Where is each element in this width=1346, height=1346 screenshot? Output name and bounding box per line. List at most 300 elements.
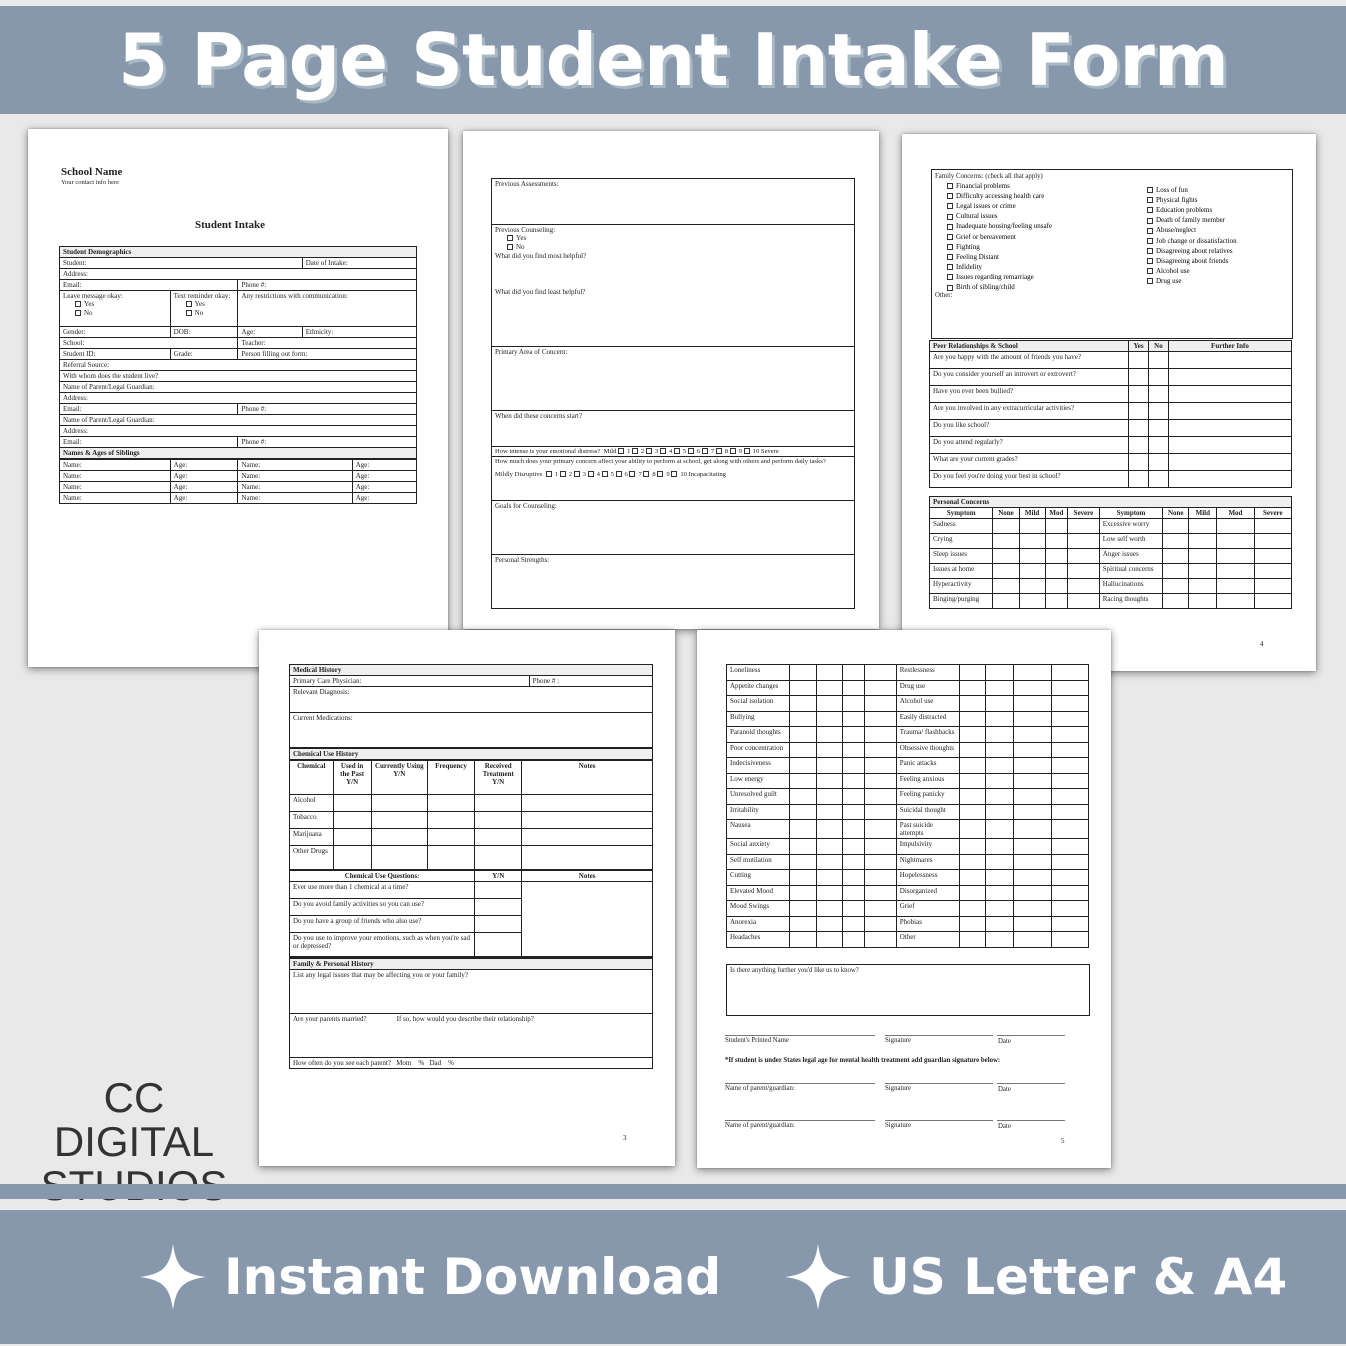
checkbox[interactable] bbox=[1147, 187, 1153, 193]
field-impact-scale[interactable]: How much does your primary concern affect your ability to perform at school, get along with others and perform daily tasks? Mildly Disruptive 1 2 3 4 5 6 7 8 9 10 Incapacitating bbox=[492, 457, 855, 501]
answer-cell[interactable] bbox=[522, 828, 653, 845]
rating-cell[interactable] bbox=[1014, 696, 1051, 712]
rating-cell[interactable] bbox=[1189, 534, 1217, 549]
sibling-age[interactable]: Age: bbox=[170, 460, 238, 471]
rating-cell[interactable] bbox=[986, 916, 1014, 932]
field-student[interactable]: Student: bbox=[60, 258, 303, 269]
checkbox[interactable] bbox=[947, 254, 953, 260]
rating-cell[interactable] bbox=[1189, 549, 1217, 564]
rating-cell[interactable] bbox=[1014, 680, 1051, 696]
rating-cell[interactable] bbox=[790, 680, 816, 696]
checkbox-item[interactable]: Physical fights bbox=[1135, 195, 1285, 205]
rating-cell[interactable] bbox=[986, 804, 1014, 820]
field-intensity-scale[interactable]: How intense is your emotional distress? Mild 1 2 3 4 5 6 7 8 9 10 Severe bbox=[492, 447, 855, 457]
rating-cell[interactable] bbox=[993, 564, 1019, 579]
rating-cell[interactable] bbox=[1045, 534, 1067, 549]
rating-cell[interactable] bbox=[1051, 680, 1088, 696]
rating-cell[interactable] bbox=[865, 916, 897, 932]
rating-cell[interactable] bbox=[986, 932, 1014, 948]
field-guardian-1-email[interactable]: Email: bbox=[60, 404, 238, 415]
field-email[interactable]: Email: bbox=[60, 280, 238, 291]
rating-cell[interactable] bbox=[865, 758, 897, 774]
rating-cell[interactable] bbox=[816, 901, 842, 917]
answer-cell[interactable] bbox=[427, 794, 474, 811]
answer-cell[interactable] bbox=[1149, 352, 1169, 369]
rating-cell[interactable] bbox=[842, 789, 864, 805]
answer-cell[interactable] bbox=[1129, 352, 1149, 369]
field-dob[interactable]: DOB: bbox=[170, 327, 238, 338]
rating-cell[interactable] bbox=[1019, 579, 1045, 594]
rating-cell[interactable] bbox=[986, 854, 1014, 870]
rating-cell[interactable] bbox=[865, 839, 897, 855]
rating-cell[interactable] bbox=[1014, 820, 1051, 839]
field-when-started[interactable]: When did these concerns start? bbox=[492, 411, 855, 447]
rating-cell[interactable] bbox=[842, 696, 864, 712]
rating-cell[interactable] bbox=[986, 789, 1014, 805]
rating-cell[interactable] bbox=[960, 916, 986, 932]
checkbox-item[interactable]: Grief or bereavement bbox=[935, 232, 1135, 242]
rating-cell[interactable] bbox=[1051, 916, 1088, 932]
rating-cell[interactable] bbox=[1217, 579, 1254, 594]
checkbox-item[interactable]: Cultural issues bbox=[935, 211, 1135, 221]
checkbox-item[interactable]: Inadequate housing/feeling unsafe bbox=[935, 221, 1135, 231]
rating-cell[interactable] bbox=[1051, 932, 1088, 948]
rating-cell[interactable] bbox=[816, 885, 842, 901]
rating-cell[interactable] bbox=[790, 932, 816, 948]
rating-cell[interactable] bbox=[960, 870, 986, 886]
rating-cell[interactable] bbox=[1217, 549, 1254, 564]
rating-cell[interactable] bbox=[842, 870, 864, 886]
field-gender[interactable]: Gender: bbox=[60, 327, 171, 338]
checkbox[interactable] bbox=[947, 214, 953, 220]
rating-cell[interactable] bbox=[865, 885, 897, 901]
checkbox[interactable] bbox=[1147, 218, 1153, 224]
rating-cell[interactable] bbox=[865, 932, 897, 948]
checkbox-item[interactable]: Disagreeing about friends bbox=[1135, 256, 1285, 266]
sibling-name[interactable]: Name: bbox=[238, 493, 352, 504]
rating-cell[interactable] bbox=[986, 820, 1014, 839]
answer-cell[interactable] bbox=[475, 794, 522, 811]
rating-cell[interactable] bbox=[1051, 711, 1088, 727]
rating-cell[interactable] bbox=[1068, 579, 1100, 594]
rating-cell[interactable] bbox=[790, 870, 816, 886]
rating-cell[interactable] bbox=[986, 758, 1014, 774]
rating-cell[interactable] bbox=[1051, 696, 1088, 712]
rating-cell[interactable] bbox=[790, 804, 816, 820]
rating-cell[interactable] bbox=[865, 901, 897, 917]
rating-cell[interactable] bbox=[1163, 594, 1189, 609]
checkbox-item[interactable]: Feeling Distant bbox=[935, 252, 1135, 262]
checkbox[interactable] bbox=[1147, 207, 1153, 213]
rating-cell[interactable] bbox=[1068, 534, 1100, 549]
sibling-name[interactable]: Name: bbox=[238, 482, 352, 493]
rating-cell[interactable] bbox=[1014, 665, 1051, 681]
checkbox[interactable] bbox=[1147, 258, 1153, 264]
rating-cell[interactable] bbox=[1019, 564, 1045, 579]
field-guardian-1-address[interactable]: Address: bbox=[60, 393, 417, 404]
rating-cell[interactable] bbox=[816, 932, 842, 948]
rating-cell[interactable] bbox=[816, 758, 842, 774]
rating-cell[interactable] bbox=[1019, 519, 1045, 534]
rating-cell[interactable] bbox=[1045, 549, 1067, 564]
answer-cell[interactable] bbox=[1149, 369, 1169, 386]
rating-cell[interactable] bbox=[816, 854, 842, 870]
field-previous-assessments[interactable]: Previous Assessments: bbox=[492, 179, 855, 225]
rating-cell[interactable] bbox=[1189, 519, 1217, 534]
rating-cell[interactable] bbox=[1217, 534, 1254, 549]
rating-cell[interactable] bbox=[1189, 579, 1217, 594]
checkbox[interactable] bbox=[1147, 197, 1153, 203]
rating-cell[interactable] bbox=[790, 665, 816, 681]
field-strengths[interactable]: Personal Strengths: bbox=[492, 555, 855, 609]
rating-cell[interactable] bbox=[1014, 916, 1051, 932]
rating-cell[interactable] bbox=[842, 885, 864, 901]
rating-cell[interactable] bbox=[816, 696, 842, 712]
rating-cell[interactable] bbox=[993, 594, 1019, 609]
rating-cell[interactable] bbox=[1254, 519, 1291, 534]
rating-cell[interactable] bbox=[1163, 549, 1189, 564]
rating-cell[interactable] bbox=[790, 885, 816, 901]
rating-cell[interactable] bbox=[865, 680, 897, 696]
field-physician-phone[interactable]: Phone # : bbox=[529, 676, 652, 687]
rating-cell[interactable] bbox=[1068, 594, 1100, 609]
checkbox[interactable] bbox=[947, 244, 953, 250]
rating-cell[interactable] bbox=[1051, 854, 1088, 870]
rating-cell[interactable] bbox=[1051, 665, 1088, 681]
answer-cell[interactable] bbox=[475, 845, 522, 869]
rating-cell[interactable] bbox=[1217, 564, 1254, 579]
rating-cell[interactable] bbox=[1051, 870, 1088, 886]
answer-cell[interactable] bbox=[1168, 420, 1291, 437]
rating-cell[interactable] bbox=[1068, 564, 1100, 579]
rating-cell[interactable] bbox=[842, 773, 864, 789]
rating-cell[interactable] bbox=[865, 696, 897, 712]
rating-cell[interactable] bbox=[1045, 564, 1067, 579]
rating-cell[interactable] bbox=[986, 696, 1014, 712]
yn-cell[interactable] bbox=[475, 898, 522, 915]
rating-cell[interactable] bbox=[986, 742, 1014, 758]
field-age[interactable]: Age: bbox=[238, 327, 302, 338]
rating-cell[interactable] bbox=[1014, 885, 1051, 901]
rating-cell[interactable] bbox=[865, 804, 897, 820]
answer-cell[interactable] bbox=[522, 794, 653, 811]
field-teacher[interactable]: Teacher: bbox=[238, 338, 417, 349]
rating-cell[interactable] bbox=[790, 727, 816, 743]
rating-cell[interactable] bbox=[816, 773, 842, 789]
checkbox-item[interactable]: Birth of sibling/child bbox=[935, 282, 1135, 292]
field-previous-counseling[interactable]: Previous Counseling: Yes No What did you find most helpful? What did you find least helpful? bbox=[492, 225, 855, 347]
checkbox[interactable] bbox=[1147, 268, 1153, 274]
rating-cell[interactable] bbox=[842, 932, 864, 948]
checkbox-item[interactable]: Disagreeing about relatives bbox=[1135, 246, 1285, 256]
field-phone[interactable]: Phone #: bbox=[238, 280, 417, 291]
checkbox[interactable] bbox=[947, 285, 953, 291]
rating-cell[interactable] bbox=[1051, 742, 1088, 758]
checkbox-item[interactable]: Difficulty accessing health care bbox=[935, 191, 1135, 201]
sibling-age[interactable]: Age: bbox=[352, 482, 416, 493]
answer-cell[interactable] bbox=[333, 845, 371, 869]
sibling-name[interactable]: Name: bbox=[60, 493, 171, 504]
rating-cell[interactable] bbox=[986, 885, 1014, 901]
rating-cell[interactable] bbox=[1014, 932, 1051, 948]
field-text-reminder[interactable]: Text reminder okay: Yes No bbox=[170, 291, 238, 327]
checkbox[interactable] bbox=[1147, 278, 1153, 284]
answer-cell[interactable] bbox=[1168, 369, 1291, 386]
field-physician[interactable]: Primary Care Physician: bbox=[290, 676, 530, 687]
rating-cell[interactable] bbox=[1014, 839, 1051, 855]
answer-cell[interactable] bbox=[1149, 454, 1169, 471]
rating-cell[interactable] bbox=[1051, 804, 1088, 820]
rating-cell[interactable] bbox=[842, 711, 864, 727]
rating-cell[interactable] bbox=[1051, 885, 1088, 901]
field-see-parent[interactable]: How often do you see each patent? Mom % Dad % bbox=[290, 1057, 653, 1068]
sibling-age[interactable]: Age: bbox=[352, 460, 416, 471]
rating-cell[interactable] bbox=[842, 758, 864, 774]
rating-cell[interactable] bbox=[1014, 773, 1051, 789]
rating-cell[interactable] bbox=[986, 680, 1014, 696]
rating-cell[interactable] bbox=[865, 711, 897, 727]
answer-cell[interactable] bbox=[475, 811, 522, 828]
rating-cell[interactable] bbox=[960, 758, 986, 774]
rating-cell[interactable] bbox=[1163, 534, 1189, 549]
field-leave-message[interactable]: Leave message okay: Yes No bbox=[60, 291, 171, 327]
rating-cell[interactable] bbox=[865, 773, 897, 789]
rating-cell[interactable] bbox=[1068, 549, 1100, 564]
rating-cell[interactable] bbox=[1014, 870, 1051, 886]
sibling-name[interactable]: Name: bbox=[238, 471, 352, 482]
answer-cell[interactable] bbox=[1129, 454, 1149, 471]
yn-cell[interactable] bbox=[475, 881, 522, 898]
checkbox-item[interactable]: Financial problems bbox=[935, 181, 1135, 191]
rating-cell[interactable] bbox=[1217, 594, 1254, 609]
sibling-age[interactable]: Age: bbox=[352, 493, 416, 504]
rating-cell[interactable] bbox=[1051, 820, 1088, 839]
field-legal-issues[interactable]: List any legal issues that may be affecting you or your family? bbox=[290, 969, 653, 1013]
sibling-age[interactable]: Age: bbox=[170, 471, 238, 482]
answer-cell[interactable] bbox=[371, 828, 427, 845]
answer-cell[interactable] bbox=[522, 811, 653, 828]
field-grade[interactable]: Grade: bbox=[170, 349, 238, 360]
rating-cell[interactable] bbox=[790, 773, 816, 789]
checkbox[interactable] bbox=[1147, 228, 1153, 234]
field-ethnicity[interactable]: Ethnicity: bbox=[302, 327, 416, 338]
rating-cell[interactable] bbox=[842, 742, 864, 758]
checkbox[interactable] bbox=[947, 224, 953, 230]
rating-cell[interactable] bbox=[816, 916, 842, 932]
rating-cell[interactable] bbox=[1254, 534, 1291, 549]
rating-cell[interactable] bbox=[986, 665, 1014, 681]
field-guardian-2-email[interactable]: Email: bbox=[60, 437, 238, 448]
rating-cell[interactable] bbox=[960, 932, 986, 948]
checkbox-item[interactable]: Loss of fun bbox=[1135, 185, 1285, 195]
answer-cell[interactable] bbox=[1149, 403, 1169, 420]
rating-cell[interactable] bbox=[1051, 901, 1088, 917]
field-guardian-1[interactable]: Name of Parent/Legal Guardian: bbox=[60, 382, 417, 393]
checkbox[interactable] bbox=[75, 310, 81, 316]
checkbox-item[interactable]: Education problems bbox=[1135, 205, 1285, 215]
checkbox-item[interactable]: Legal issues or crime bbox=[935, 201, 1135, 211]
rating-cell[interactable] bbox=[1163, 519, 1189, 534]
rating-cell[interactable] bbox=[960, 789, 986, 805]
rating-cell[interactable] bbox=[865, 665, 897, 681]
rating-cell[interactable] bbox=[960, 839, 986, 855]
rating-cell[interactable] bbox=[1019, 594, 1045, 609]
field-student-id[interactable]: Student ID: bbox=[60, 349, 171, 360]
rating-cell[interactable] bbox=[790, 711, 816, 727]
rating-cell[interactable] bbox=[960, 696, 986, 712]
rating-cell[interactable] bbox=[816, 742, 842, 758]
sibling-age[interactable]: Age: bbox=[170, 493, 238, 504]
rating-cell[interactable] bbox=[816, 839, 842, 855]
rating-cell[interactable] bbox=[865, 820, 897, 839]
checkbox[interactable] bbox=[1147, 248, 1153, 254]
answer-cell[interactable] bbox=[427, 828, 474, 845]
field-goals[interactable]: Goals for Counseling: bbox=[492, 501, 855, 555]
rating-cell[interactable] bbox=[865, 854, 897, 870]
rating-cell[interactable] bbox=[842, 820, 864, 839]
rating-cell[interactable] bbox=[960, 711, 986, 727]
rating-cell[interactable] bbox=[1163, 564, 1189, 579]
rating-cell[interactable] bbox=[1045, 579, 1067, 594]
rating-cell[interactable] bbox=[842, 727, 864, 743]
rating-cell[interactable] bbox=[1051, 758, 1088, 774]
rating-cell[interactable] bbox=[1217, 519, 1254, 534]
field-guardian-2[interactable]: Name of Parent/Legal Guardian: bbox=[60, 415, 417, 426]
rating-cell[interactable] bbox=[1014, 711, 1051, 727]
answer-cell[interactable] bbox=[1149, 420, 1169, 437]
answer-cell[interactable] bbox=[1168, 437, 1291, 454]
rating-cell[interactable] bbox=[1014, 789, 1051, 805]
rating-cell[interactable] bbox=[960, 665, 986, 681]
checkbox[interactable] bbox=[507, 244, 513, 250]
checkbox[interactable] bbox=[75, 301, 81, 307]
rating-cell[interactable] bbox=[960, 727, 986, 743]
field-primary-concern[interactable]: Primary Area of Concern: bbox=[492, 347, 855, 411]
field-diagnosis[interactable]: Relevant Diagnosis: bbox=[290, 687, 653, 713]
sibling-name[interactable]: Name: bbox=[60, 460, 171, 471]
checkbox-item[interactable]: Drug use bbox=[1135, 276, 1285, 286]
rating-cell[interactable] bbox=[865, 742, 897, 758]
answer-cell[interactable] bbox=[1168, 386, 1291, 403]
rating-cell[interactable] bbox=[865, 789, 897, 805]
notes-cell[interactable] bbox=[522, 881, 653, 956]
checkbox-item[interactable]: Job change or dissatisfaction bbox=[1135, 236, 1285, 246]
answer-cell[interactable] bbox=[333, 811, 371, 828]
checkbox[interactable] bbox=[947, 203, 953, 209]
rating-cell[interactable] bbox=[842, 916, 864, 932]
answer-cell[interactable] bbox=[1129, 403, 1149, 420]
sibling-name[interactable]: Name: bbox=[60, 482, 171, 493]
rating-cell[interactable] bbox=[865, 870, 897, 886]
answer-cell[interactable] bbox=[333, 794, 371, 811]
rating-cell[interactable] bbox=[1019, 534, 1045, 549]
answer-cell[interactable] bbox=[475, 828, 522, 845]
checkbox[interactable] bbox=[947, 264, 953, 270]
field-address[interactable]: Address: bbox=[60, 269, 417, 280]
field-person-filling[interactable]: Person filling out form: bbox=[238, 349, 417, 360]
answer-cell[interactable] bbox=[371, 845, 427, 869]
rating-cell[interactable] bbox=[960, 885, 986, 901]
checkbox[interactable] bbox=[507, 235, 513, 241]
rating-cell[interactable] bbox=[1254, 564, 1291, 579]
rating-cell[interactable] bbox=[842, 901, 864, 917]
answer-cell[interactable] bbox=[1129, 386, 1149, 403]
field-date-intake[interactable]: Date of Intake: bbox=[302, 258, 416, 269]
rating-cell[interactable] bbox=[960, 680, 986, 696]
checkbox-item[interactable]: Abuse/neglect bbox=[1135, 225, 1285, 235]
rating-cell[interactable] bbox=[993, 549, 1019, 564]
answer-cell[interactable] bbox=[1149, 386, 1169, 403]
answer-cell[interactable] bbox=[427, 845, 474, 869]
field-lives-with[interactable]: With whom does the student live? bbox=[60, 371, 417, 382]
field-anything-further[interactable]: Is there anything further you'd like us to know? bbox=[726, 964, 1090, 1016]
rating-cell[interactable] bbox=[790, 901, 816, 917]
checkbox[interactable] bbox=[186, 310, 192, 316]
checkbox[interactable] bbox=[947, 234, 953, 240]
rating-cell[interactable] bbox=[960, 901, 986, 917]
sibling-age[interactable]: Age: bbox=[352, 471, 416, 482]
field-guardian-2-address[interactable]: Address: bbox=[60, 426, 417, 437]
rating-cell[interactable] bbox=[1045, 594, 1067, 609]
rating-cell[interactable] bbox=[986, 727, 1014, 743]
rating-cell[interactable] bbox=[986, 870, 1014, 886]
answer-cell[interactable] bbox=[333, 828, 371, 845]
answer-cell[interactable] bbox=[1149, 437, 1169, 454]
answer-cell[interactable] bbox=[1149, 471, 1169, 488]
checkbox-item[interactable]: Issues regarding remarriage bbox=[935, 272, 1135, 282]
rating-cell[interactable] bbox=[790, 789, 816, 805]
rating-cell[interactable] bbox=[1254, 594, 1291, 609]
rating-cell[interactable] bbox=[842, 804, 864, 820]
yn-cell[interactable] bbox=[475, 932, 522, 956]
rating-cell[interactable] bbox=[816, 870, 842, 886]
rating-cell[interactable] bbox=[1254, 549, 1291, 564]
rating-cell[interactable] bbox=[790, 696, 816, 712]
answer-cell[interactable] bbox=[1168, 403, 1291, 420]
rating-cell[interactable] bbox=[1254, 579, 1291, 594]
checkbox[interactable] bbox=[947, 274, 953, 280]
checkbox[interactable] bbox=[947, 183, 953, 189]
rating-cell[interactable] bbox=[1068, 519, 1100, 534]
rating-cell[interactable] bbox=[790, 758, 816, 774]
checkbox[interactable] bbox=[947, 193, 953, 199]
rating-cell[interactable] bbox=[790, 839, 816, 855]
checkbox-item[interactable]: Infidelity bbox=[935, 262, 1135, 272]
rating-cell[interactable] bbox=[790, 742, 816, 758]
rating-cell[interactable] bbox=[960, 773, 986, 789]
rating-cell[interactable] bbox=[842, 665, 864, 681]
rating-cell[interactable] bbox=[986, 839, 1014, 855]
answer-cell[interactable] bbox=[1129, 437, 1149, 454]
answer-cell[interactable] bbox=[427, 811, 474, 828]
rating-cell[interactable] bbox=[1014, 758, 1051, 774]
rating-cell[interactable] bbox=[1189, 564, 1217, 579]
checkbox-item[interactable]: Fighting bbox=[935, 242, 1135, 252]
field-parents-married[interactable]: Are your parents married? If so, how would you describe their relationship? bbox=[290, 1013, 653, 1057]
rating-cell[interactable] bbox=[1051, 727, 1088, 743]
answer-cell[interactable] bbox=[1168, 352, 1291, 369]
rating-cell[interactable] bbox=[1051, 789, 1088, 805]
rating-cell[interactable] bbox=[816, 804, 842, 820]
rating-cell[interactable] bbox=[960, 742, 986, 758]
field-school[interactable]: School: bbox=[60, 338, 238, 349]
rating-cell[interactable] bbox=[1014, 804, 1051, 820]
answer-cell[interactable] bbox=[1129, 471, 1149, 488]
sibling-age[interactable]: Age: bbox=[170, 482, 238, 493]
field-guardian-2-phone[interactable]: Phone #: bbox=[238, 437, 417, 448]
checkbox[interactable] bbox=[1147, 238, 1153, 244]
rating-cell[interactable] bbox=[1051, 773, 1088, 789]
